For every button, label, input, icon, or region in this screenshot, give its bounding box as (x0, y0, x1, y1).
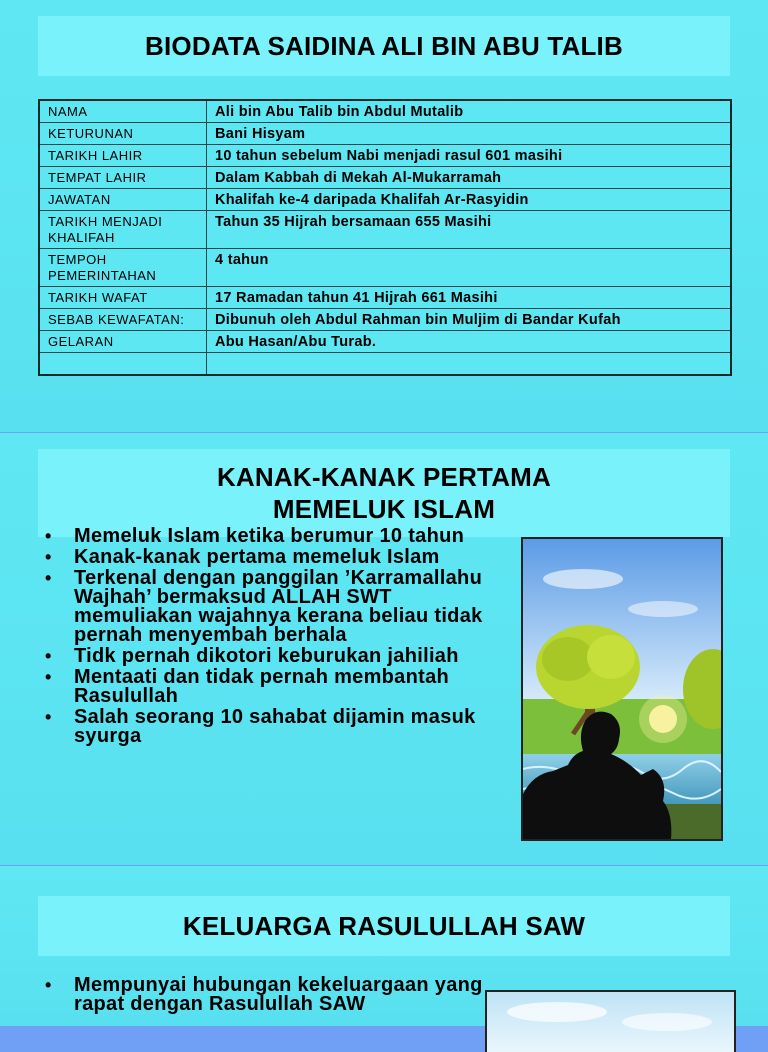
bullet-text: Tidk pernah dikotori keburukan jahiliah (74, 645, 459, 667)
biodata-value: 10 tahun sebelum Nabi menjadi rasul 601 masihi (207, 145, 732, 167)
biodata-row (39, 353, 731, 376)
bullet-list (38, 976, 488, 1016)
biodata-row (39, 167, 731, 189)
bullet-item (38, 976, 488, 1014)
bullet-text: Terkenal dengan panggilan ’Karramallahu Wajhah’ bermaksud ALLAH SWT memuliakan wajahnya kerana beliau tidak pernah menyembah berhala (74, 567, 483, 646)
bullet-icon: • (45, 707, 52, 727)
bullet-icon: • (45, 526, 52, 546)
biodata-label: JAWATAN (39, 189, 207, 211)
bullet-item (38, 569, 508, 645)
bullet-icon: • (45, 975, 52, 995)
biodata-table (38, 99, 732, 376)
biodata-value: Abu Hasan/Abu Turab. (207, 331, 732, 353)
slide-title-text: BIODATA SAIDINA ALI BIN ABU TALIB (145, 31, 623, 61)
bullet-text: Memeluk Islam ketika berumur 10 tahun (74, 525, 465, 547)
bullet-item (38, 708, 508, 746)
biodata-label (39, 353, 207, 376)
bullet-item (38, 647, 508, 666)
bullet-list (38, 527, 508, 748)
biodata-value: Dalam Kabbah di Mekah Al-Mukarramah (207, 167, 732, 189)
biodata-row (39, 211, 731, 249)
slide-title (38, 449, 730, 537)
biodata-row (39, 123, 731, 145)
biodata-value: Ali bin Abu Talib bin Abdul Mutalib (207, 100, 732, 123)
biodata-value: Khalifah ke-4 daripada Khalifah Ar-Rasyidin (207, 189, 732, 211)
biodata-row (39, 189, 731, 211)
bullet-text: Kanak-kanak pertama memeluk Islam (74, 546, 440, 568)
slide-title (38, 896, 730, 956)
slide-biodata (0, 0, 768, 432)
biodata-row (39, 145, 731, 167)
biodata-label: TARIKH WAFAT (39, 287, 207, 309)
bullet-item (38, 527, 508, 546)
biodata-label: SEBAB KEWAFATAN: (39, 309, 207, 331)
slide-family-of-rasulullah (0, 866, 768, 1026)
biodata-label: TEMPAT LAHIR (39, 167, 207, 189)
biodata-value: 4 tahun (207, 249, 732, 287)
biodata-row (39, 309, 731, 331)
illustration-sky (485, 990, 736, 1052)
bullet-icon: • (45, 568, 52, 588)
biodata-label: TEMPOH PEMERINTAHAN (39, 249, 207, 287)
landscape-silhouette-image (523, 539, 721, 839)
biodata-row (39, 287, 731, 309)
bullet-item (38, 548, 508, 567)
biodata-value: 17 Ramadan tahun 41 Hijrah 661 Masihi (207, 287, 732, 309)
slide-first-child-muslim (0, 433, 768, 865)
biodata-value: Bani Hisyam (207, 123, 732, 145)
slide-title (38, 16, 730, 76)
illustration-landscape (521, 537, 723, 841)
bullet-text: Mentaati dan tidak pernah membantah Rasulullah (74, 666, 450, 707)
biodata-value: Tahun 35 Hijrah bersamaan 655 Masihi (207, 211, 732, 249)
slide-title-text: KELUARGA RASULULLAH SAW (182, 911, 586, 941)
bullet-icon: • (45, 646, 52, 666)
bullet-icon: • (45, 667, 52, 687)
bullet-item (38, 668, 508, 706)
biodata-label: TARIKH MENJADI KHALIFAH (39, 211, 207, 249)
biodata-label: KETURUNAN (39, 123, 207, 145)
biodata-label: GELARAN (39, 331, 207, 353)
biodata-row (39, 331, 731, 353)
bullet-icon: • (45, 547, 52, 567)
biodata-label: TARIKH LAHIR (39, 145, 207, 167)
biodata-value: Dibunuh oleh Abdul Rahman bin Muljim di Bandar Kufah (207, 309, 732, 331)
biodata-label: NAMA (39, 100, 207, 123)
biodata-row (39, 100, 731, 123)
bullet-text: Mempunyai hubungan kekeluargaan yang rapat dengan Rasulullah SAW (74, 974, 483, 1015)
biodata-value (207, 353, 732, 376)
biodata-row (39, 249, 731, 287)
slide-title-line-2: MEMELUK ISLAM (272, 494, 496, 524)
bullet-text: Salah seorang 10 sahabat dijamin masuk syurga (74, 706, 476, 747)
slide-title-line-1: KANAK-KANAK PERTAMA (216, 462, 552, 492)
sky-image (487, 992, 734, 1052)
